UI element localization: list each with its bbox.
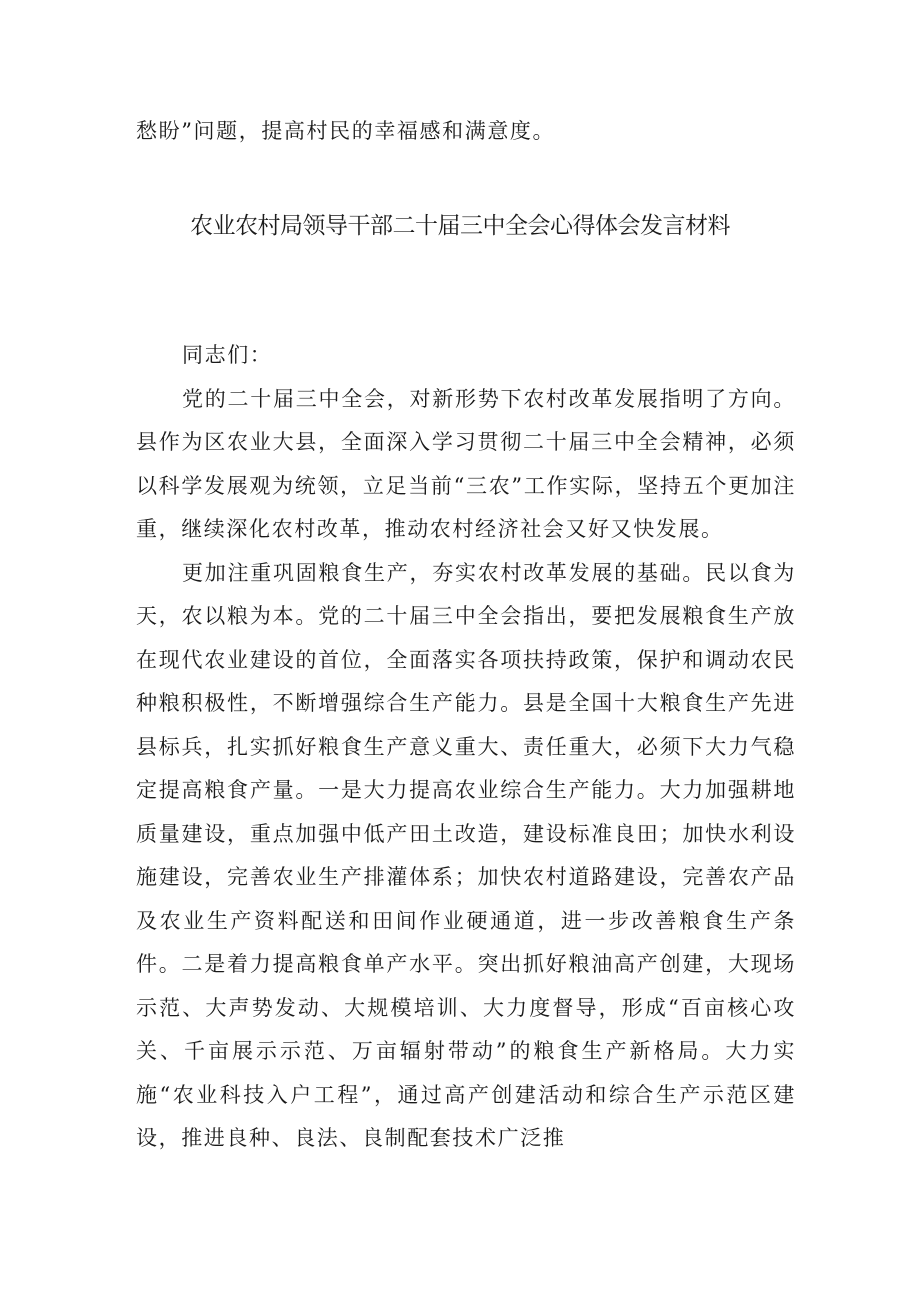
- paragraph-intro: 党的二十届三中全会，对新形势下农村改革发展指明了方向。县作为区农业大县，全面深入学习贯彻二十届三中全会精神，必须以科学发展观为统领，立足当前“三农”工作实际，坚持五个更加注重，继续深化农村改革，推动农村经济社会又好又快发展。: [136, 386, 796, 541]
- previous-section-tail: 愁盼”问题，提高村民的幸福感和满意度。: [136, 119, 556, 143]
- page-title: 农业农村局领导干部二十届三中全会心得体会发言材料: [190, 213, 730, 239]
- speech-body: [136, 334, 796, 1161]
- paragraph-grain-production: 更加注重巩固粮食生产，夯实农村改革发展的基础。民以食为天，农以粮为本。党的二十届三中全会指出，要把发展粮食生产放在现代农业建设的首位，全面落实各项扶持政策，保护和调动农民种粮积极性，不断增强综合生产能力。县是全国十大粮食生产先进县标兵，扎实抓好粮食生产意义重大、责任重大，必须下大力气稳定提高粮食产量。一是大力提高农业综合生产能力。大力加强耕地质量建设，重点加强中低产田土改造，建设标准良田；加快水利设施建设，完善农业生产排灌体系；加快农村道路建设，完善农产品及农业生产资料配送和田间作业硬通道，进一步改善粮食生产条件。二是着力提高粮食单产水平。突出抓好粮油高产创建，大现场示范、大声势发动、大规模培训、大力度督导，形成“百亩核心攻关、千亩展示示范、万亩辐射带动”的粮食生产新格局。大力实施“农业科技入户工程”，通过高产创建活动和综合生产示范区建设，推进良种、良法、良制配套技术广泛推: [136, 560, 796, 1150]
- greeting: 同志们：: [182, 343, 273, 367]
